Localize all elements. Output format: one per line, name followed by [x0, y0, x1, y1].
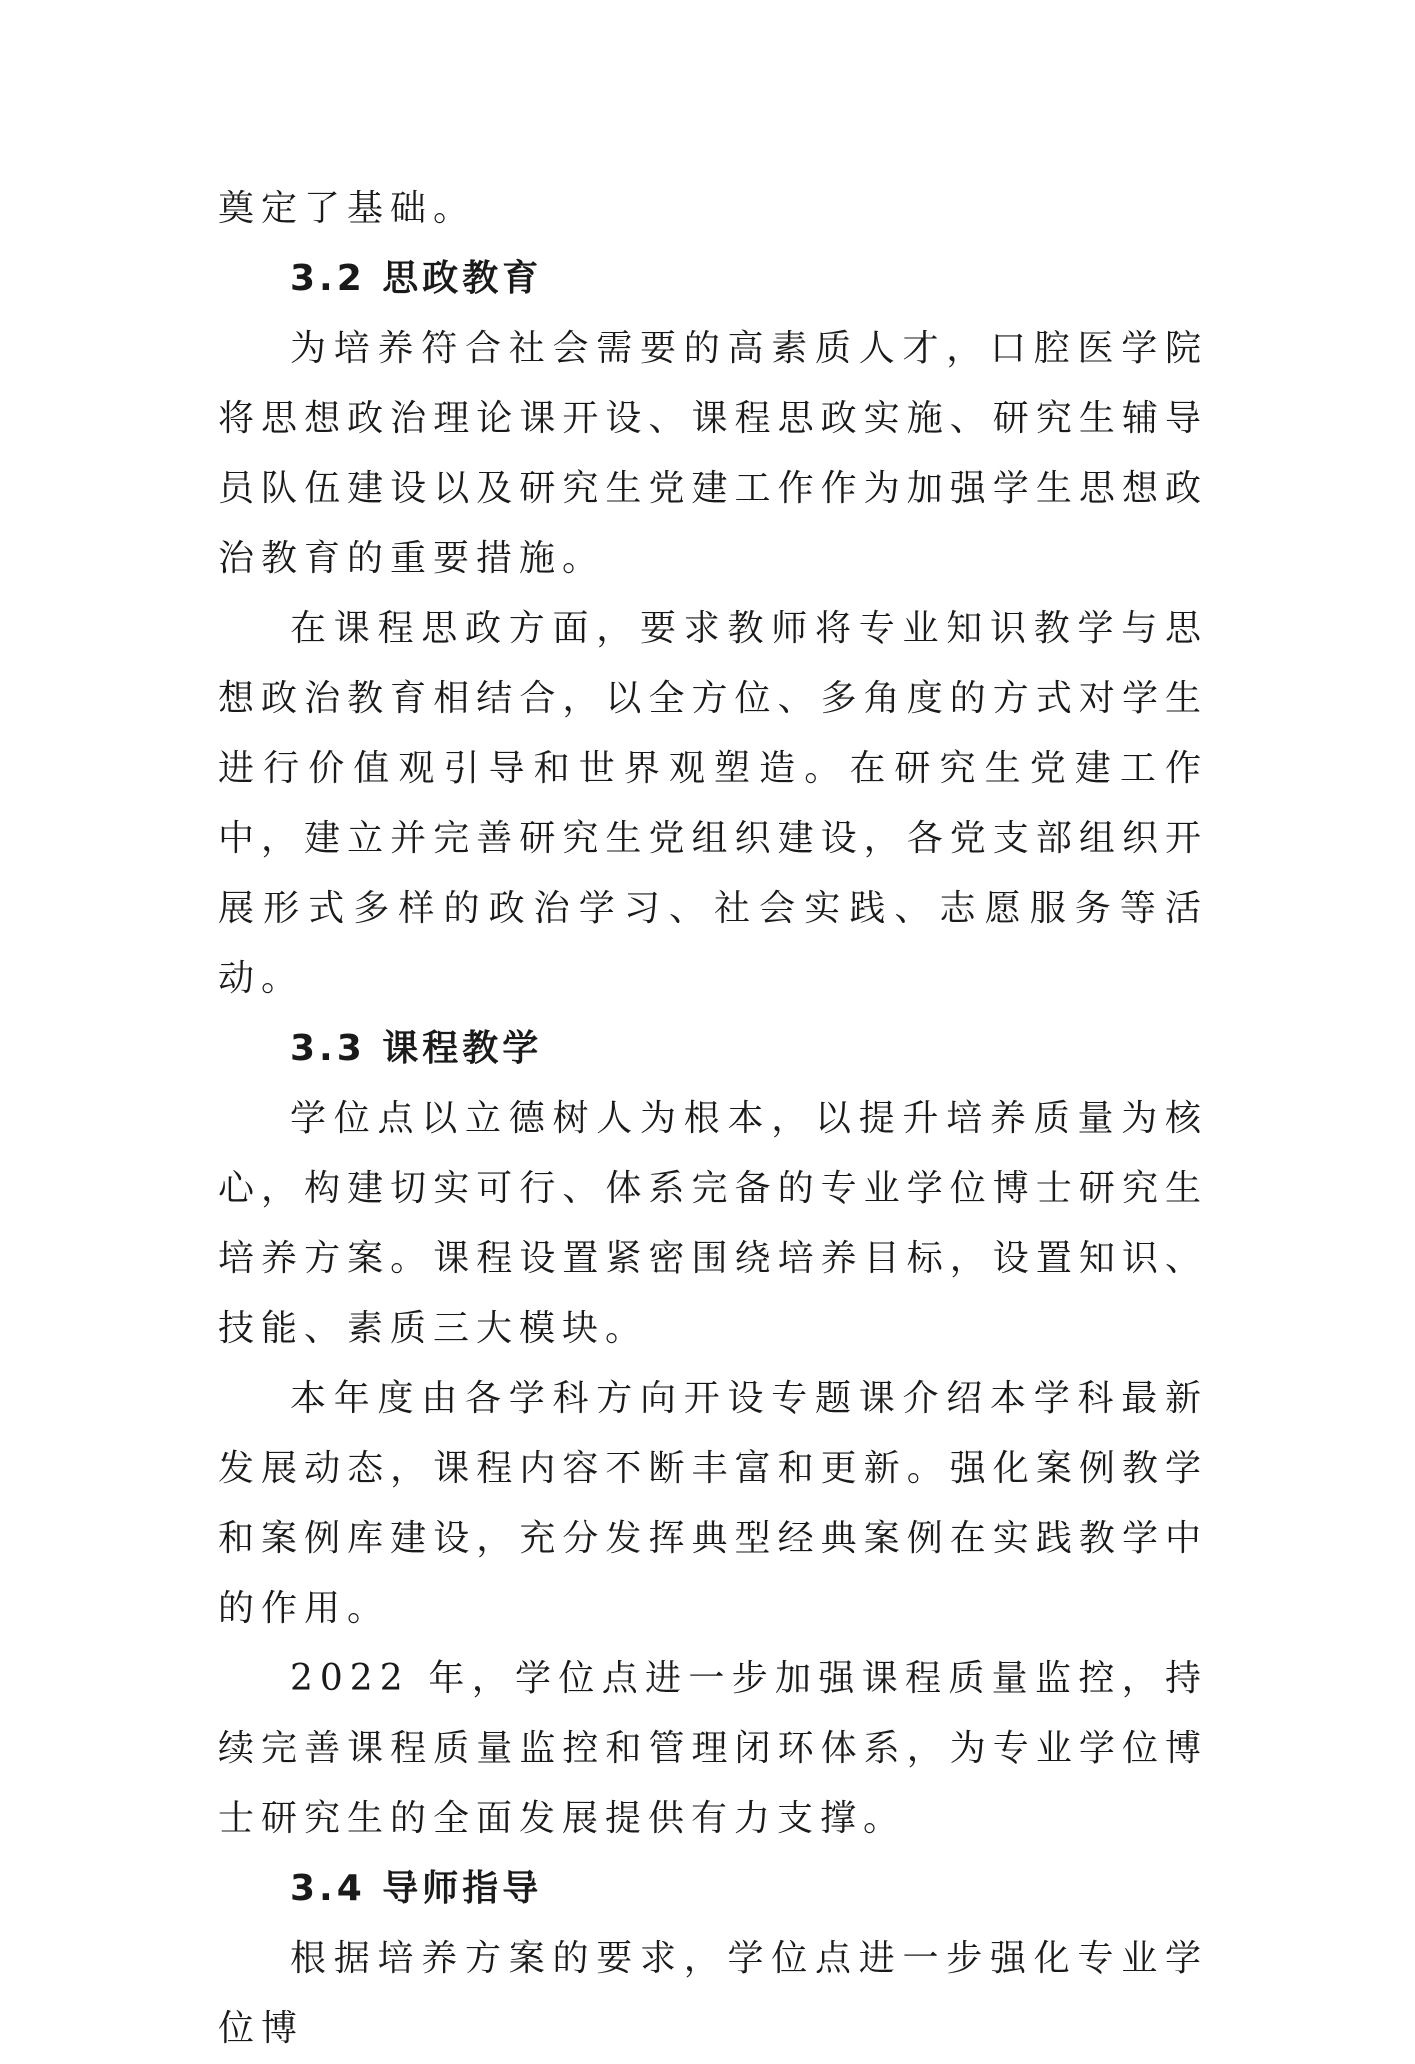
document-body: [218, 174, 1208, 2064]
paragraph-quality-monitoring: 2022 年，学位点进一步加强课程质量监控，持续完善课程质量监控和管理闭环体系，为专业学位博士研究生的全面发展提供有力支撑。: [218, 1658, 1208, 1839]
section-heading-3-3: 3.3 课程教学: [290, 1028, 543, 1069]
section-heading-3-2: 3.2 思政教育: [290, 258, 543, 299]
paragraph-training-plan: 学位点以立德树人为根本，以提升培养质量为核心，构建切实可行、体系完备的专业学位博士研究生培养方案。课程设置紧密围绕培养目标，设置知识、技能、素质三大模块。: [218, 1098, 1208, 1349]
paragraph-continuation: 奠定了基础。: [218, 188, 477, 229]
section-heading-3-4: 3.4 导师指导: [290, 1868, 543, 1909]
paragraph-ideology-intro: 为培养符合社会需要的高素质人才，口腔医学院将思想政治理论课开设、课程思政实施、研究生辅导员队伍建设以及研究生党建工作作为加强学生思想政治教育的重要措施。: [218, 328, 1208, 579]
paragraph-course-ideology: 在课程思政方面，要求教师将专业知识教学与思想政治教育相结合，以全方位、多角度的方式对学生进行价值观引导和世界观塑造。在研究生党建工作中，建立并完善研究生党组织建设，各党支部组织开展形式多样的政治学习、社会实践、志愿服务等活动。: [218, 608, 1208, 999]
paragraph-special-courses: 本年度由各学科方向开设专题课介绍本学科最新发展动态，课程内容不断丰富和更新。强化案例教学和案例库建设，充分发挥典型经典案例在实践教学中的作用。: [218, 1378, 1208, 1629]
paragraph-supervisor-guidance: 根据培养方案的要求，学位点进一步强化专业学位博: [218, 1938, 1208, 2049]
